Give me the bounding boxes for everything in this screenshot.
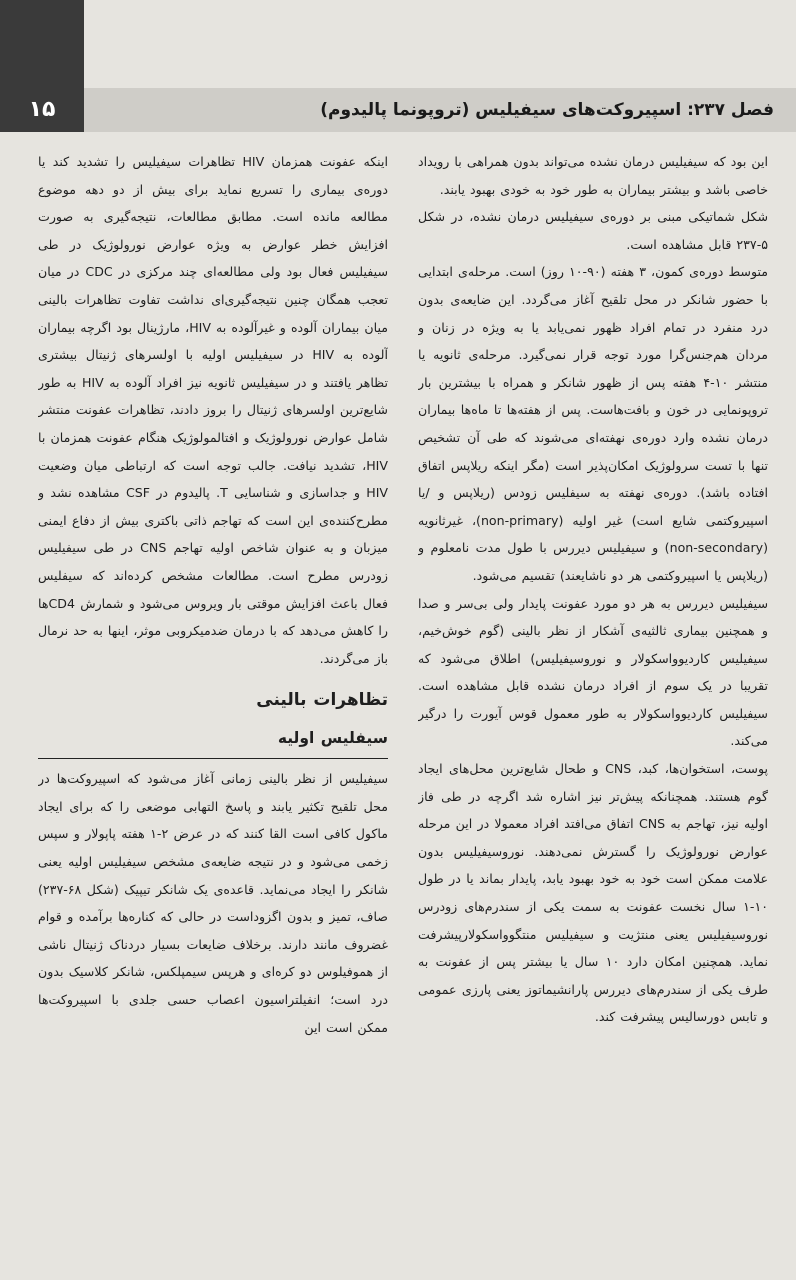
left-column [38, 148, 388, 1258]
page-number: ۱۵ [28, 97, 56, 122]
right-column [418, 148, 768, 1258]
sub-heading: سیفلیس اولیه [38, 720, 388, 759]
section-heading: تظاهرات بالینی [256, 690, 388, 711]
chapter-title: فصل ۲۳۷: اسپیروکت‌های سیفیلیس (تروپونما پالیدوم) [320, 100, 774, 120]
paragraph: این بود که سیفیلیس درمان نشده می‌تواند بدون همراهی با رویداد خاصی باشد و بیشتر بیماران به طور خود به خودی بهبود یابند. [418, 154, 768, 197]
paragraph: پوست، استخوان‌ها، کبد، CNS و طحال شایع‌ترین محل‌های ایجاد گوم هستند. همچنانکه پیش‌تر نیز اشاره شد اگرچه در طی فاز اولیه نیز، تهاجم به CNS اتفاق می‌افتد افراد معمولا در این مرحله عوارض نورولوژیک را گسترش نمی‌دهند. نوروسیفیلیس بدون علامت ممکن است خود به خود بهبود یابد، پایدار بماند یا در طول ۱۰-۱ سال نخست عفونت به سمت یکی از سندرم‌های زودرس نوروسیفیلیس یعنی منتژیت و سیفیلیس منتگوواسکولارپیشرفت نماید. همچنین امکان دارد ۱۰ سال یا بیشتر پس از عفونت به طرف یکی از سندرم‌های دیررس پارانشیماتوز یعنی پارزی عمومی و تابس دورسالیس پیشرفت کند. [418, 761, 768, 1025]
paragraph: سیفیلیس دیررس به هر دو مورد عفونت پایدار ولی بی‌سر و صدا و همچنین بیماری ثالثیه‌ی آشکار از نظر بالینی (گوم خوش‌خیم، سیفیلیس کاردیوواسکولار و نوروسیفیلیس) اطلاق می‌شود که تقریبا در یک سوم از افراد درمان نشده قابل مشاهده است. سیفیلیس کاردیوواسکولار به طور معمول قوس آیورت را درگیر می‌کند. [418, 595, 768, 749]
paragraph: سیفیلیس از نظر بالینی زمانی آغاز می‌شود که اسپیروکت‌ها در محل تلقیح تکثیر یابند و پاسخ التهابی موضعی را که برای ایجاد ماکول کافی است القا کنند که در عرض ۲-۱ هفته پاپولار و سپس زخمی می‌شود و در نتیجه ضایعه‌ی مشخص سیفیلیس اولیه یعنی شانکر را ایجاد می‌نماید. قاعده‌ی یک شانکر تیپیک (شکل ۶۸-۲۳۷) صاف، تمیز و بدون اگزوداست در حالی که کناره‌ها برآمده و قوام غضروف مانند دارند. برخلاف ضایعات بسیار دردناک ژنیتال ناشی از هموفیلوس دو کره‌ای و هرپس سیمپلکس، شانکر کلاسیک بدون درد است؛ انفیلتراسیون اعصاب حسی جلدی با اسپیروکت‌ها ممکن است این [38, 771, 388, 1035]
paragraph: اینکه عفونت همزمان HIV تظاهرات سیفیلیس را تشدید کند یا دوره‌ی بیماری را تسریع نماید برای بیش از دو دهه موضوع مطالعه مانده است. مطابق مطالعات، نتیجه‌گیری به صورت افزایش خطر عوارض به ویژه عوارض نورولوژیک در طی سیفیلیس فعال بود ولی مطالعه‌ای چند مرکزی در CDC در میان تعجب همگان چنین نتیجه‌گیری‌ای نداشت تفاوت تظاهرات بالینی میان بیماران آلوده و غیرآلوده به HIV، مارژینال بود اگرچه بیماران آلوده به HIV در سیفیلیس اولیه با اولسرهای ژنیتال بیشتری تظاهر یافتند و در سیفیلیس ثانویه نیز افراد آلوده به HIV به طور شایع‌ترین اولسرهای ژنیتال را بروز دادند، تظاهرات عفونت منتشر شامل عوارض نورولوژیک و افتالمولوژیک هنگام عفونت همزمان با HIV، تشدید نیافت. جالب توجه است که ارتباطی میان وضعیت HIV و جداسازی و شناسایی T. پالیدوم در CSF مشاهده نشد و مطرح‌کننده‌ی این است که تهاجم ذاتی باکتری بیش از دفاع ایمنی میزبان و به عنوان شاخص اولیه تهاجم CNS در طی سیفیلیس زودرس مطرح است. مطالعات مشخص کرده‌اند که سیفلیس فعال باعث افزایش موقتی بار ویروس می‌شود و شمارش CD4ها را کاهش می‌دهد که با درمان ضدمیکروبی موثر، اینها به حد نرمال باز می‌گردند. [38, 154, 388, 666]
paragraph: متوسط دوره‌ی کمون، ۳ هفته (۹۰-۱۰ روز) است. مرحله‌ی ابتدایی با حضور شانکر در محل تلقیح آغاز می‌گردد. این ضایعه‌ی بدون درد منفرد در تمام افراد ظهور نمی‌یابد یا به ویژه در زنان و مردان هم‌جنس‌گرا مورد توجه قرار نمی‌گیرد. مرحله‌ی ثانویه یا منتشر ۱۰-۴ هفته پس از ظهور شانکر و همراه با بیشترین بار تروپونمایی در خون و بافت‌هاست. پس از هفته‌ها تا ماه‌ها بیماران درمان نشده وارد دوره‌ی نهفته‌ای می‌شوند که طی آن تشخیص تنها با تست سرولوژیک امکان‌پذیر است (مگر اینکه ریلاپس اتفاق افتاده باشد). دوره‌ی نهفته به سیفلیس زودس (ریلاپس و /یا اسپیروکتمی شایع است) غیر اولیه (non-primary)، غیرثانویه (non-secondary) و سیفیلیس دیررس با طول مدت نامعلوم و (ریلاپس یا اسپیروکتمی هر دو ناشایعند) تقسیم می‌شود. [418, 264, 768, 583]
paragraph: شکل شماتیکی مبنی بر دوره‌ی سیفیلیس درمان نشده، در شکل ۵-۲۳۷ قابل مشاهده است. [418, 209, 768, 252]
